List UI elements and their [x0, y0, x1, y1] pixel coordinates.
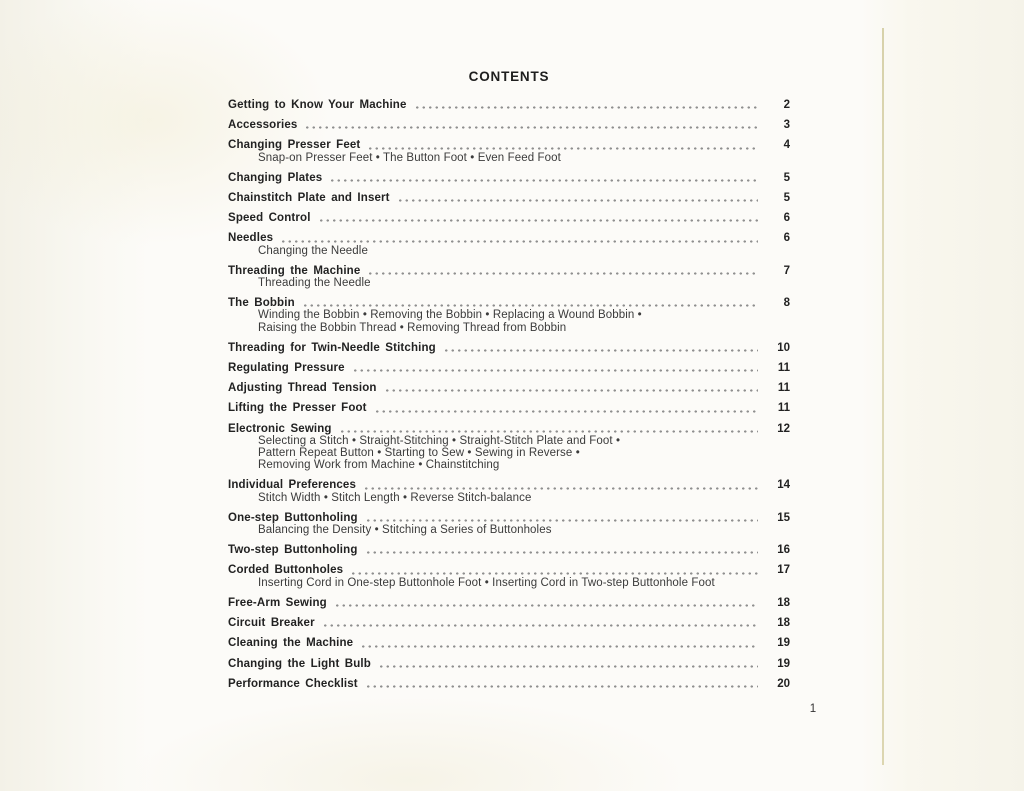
- toc-entry: [228, 512, 790, 536]
- toc-entry-page: 18: [777, 596, 790, 609]
- toc-entry: [228, 265, 790, 289]
- dot-leader: [318, 219, 758, 222]
- toc-entry: [228, 192, 790, 204]
- toc-entry-row: [228, 544, 790, 556]
- toc-entry-label: Free-Arm Sewing: [228, 596, 327, 609]
- dot-leader: [352, 369, 758, 372]
- dot-leader: [339, 430, 758, 433]
- toc-entry-page: 7: [783, 264, 790, 277]
- toc-entry: [228, 99, 790, 111]
- toc-entry: [228, 119, 790, 131]
- toc-entry-page: 11: [777, 402, 790, 415]
- toc-entry: [228, 479, 790, 503]
- toc-entry-label: Threading the Machine: [228, 264, 361, 277]
- toc-entry: [228, 637, 790, 649]
- toc-entry-page: 18: [777, 617, 790, 630]
- dot-leader: [334, 604, 758, 607]
- toc-entry: [228, 362, 790, 374]
- toc-entry-page: 6: [783, 232, 790, 245]
- dot-leader: [302, 304, 758, 307]
- toc-entry-page: 16: [777, 544, 790, 557]
- toc-entry-page: 3: [783, 119, 790, 132]
- toc-entry: [228, 423, 790, 472]
- toc-entry: [228, 678, 790, 690]
- toc-entry-page: 2: [783, 99, 790, 111]
- toc-entry-row: [228, 512, 790, 524]
- toc-entry-page: 11: [777, 362, 790, 375]
- dot-leader: [378, 665, 758, 668]
- toc-entry: [228, 139, 790, 163]
- toc-entry-label: Performance Checklist: [228, 677, 358, 690]
- toc-entry-row: [228, 637, 790, 649]
- dot-leader: [397, 199, 758, 202]
- toc-entry-page: 11: [777, 382, 790, 395]
- page-title: CONTENTS: [468, 69, 550, 84]
- toc-entry-row: [228, 564, 790, 576]
- folio-page-number: 1: [809, 703, 817, 715]
- toc-entry-label: Getting to Know Your Machine: [228, 99, 407, 111]
- toc-list: [228, 99, 790, 698]
- toc-entry-row: [228, 402, 790, 414]
- dot-leader: [443, 349, 758, 352]
- toc-entry-subitems: Raising the Bobbin Thread • Removing Thread from Bobbin: [258, 321, 567, 334]
- toc-entry-row: [228, 597, 790, 609]
- toc-entry-label: Speed Control: [228, 212, 311, 225]
- toc-entry-page: 14: [777, 479, 790, 492]
- toc-entry-row: [228, 265, 790, 277]
- toc-entry: [228, 232, 790, 256]
- dot-leader: [367, 147, 758, 150]
- toc-entry-page: 8: [783, 297, 790, 310]
- toc-entry-page: 20: [777, 677, 790, 690]
- toc-entry-label: Changing the Light Bulb: [228, 657, 371, 670]
- toc-entry-label: Changing Presser Feet: [228, 139, 361, 152]
- dot-leader: [374, 410, 758, 413]
- dot-leader: [363, 487, 758, 490]
- toc-entry-row: [228, 297, 790, 309]
- toc-entry-subitems: Threading the Needle: [258, 277, 371, 290]
- toc-entry-row: [228, 423, 790, 435]
- toc-entry-row: [228, 212, 790, 224]
- toc-entry-subitems: Balancing the Density • Stitching a Series of Buttonholes: [258, 524, 552, 537]
- toc-entry-label: One-step Buttonholing: [228, 511, 358, 524]
- toc-entry-label: Threading for Twin-Needle Stitching: [228, 341, 436, 354]
- toc-entry-page: 17: [777, 564, 790, 577]
- dot-leader: [360, 645, 758, 648]
- toc-entry-page: 10: [777, 341, 790, 354]
- toc-entry-page: 15: [777, 511, 790, 524]
- toc-entry-subitems: Changing the Needle: [258, 244, 368, 257]
- toc-entry-page: 5: [783, 192, 790, 205]
- dot-leader: [384, 389, 758, 392]
- dot-leader: [304, 126, 758, 129]
- toc-entry-subitems: Stitch Width • Stitch Length • Reverse Stitch-balance: [258, 491, 532, 504]
- dot-leader: [367, 272, 758, 275]
- toc-entry-label: Needles: [228, 232, 274, 245]
- toc-entry: [228, 402, 790, 414]
- toc-entry: [228, 172, 790, 184]
- dot-leader: [329, 179, 758, 182]
- toc-entry-subitems: Snap-on Presser Feet • The Button Foot • Even Feed Foot: [258, 151, 561, 164]
- toc-entry-row: [228, 192, 790, 204]
- dot-leader: [365, 551, 759, 554]
- toc-entry: [228, 564, 790, 588]
- toc-entry-label: Electronic Sewing: [228, 422, 332, 435]
- toc-entry-label: Two-step Buttonholing: [228, 544, 358, 557]
- dot-leader: [322, 624, 758, 627]
- toc-entry: [228, 597, 790, 609]
- toc-entry-row: [228, 139, 790, 151]
- dot-leader: [365, 519, 758, 522]
- toc-entry: [228, 212, 790, 224]
- toc-entry: [228, 617, 790, 629]
- toc-entry: [228, 658, 790, 670]
- toc-entry-row: [228, 362, 790, 374]
- toc-entry-label: Individual Preferences: [228, 479, 357, 492]
- toc-entry-page: 12: [777, 422, 790, 435]
- toc-entry-row: [228, 99, 790, 111]
- toc-entry: [228, 297, 790, 334]
- toc-entry-row: [228, 172, 790, 184]
- toc-entry-row: [228, 617, 790, 629]
- dot-leader: [350, 572, 758, 575]
- toc-entry-row: [228, 678, 790, 690]
- toc-entry-label: The Bobbin: [228, 297, 295, 310]
- toc-entry-label: Adjusting Thread Tension: [228, 382, 377, 395]
- dot-leader: [365, 685, 758, 688]
- toc-entry-page: 19: [777, 637, 790, 650]
- toc-entry-label: Corded Buttonholes: [228, 564, 344, 577]
- toc-entry-label: Lifting the Presser Foot: [228, 402, 367, 415]
- toc-entry-page: 6: [783, 212, 790, 225]
- dot-leader: [280, 240, 758, 243]
- toc-entry-label: Regulating Pressure: [228, 362, 345, 375]
- toc-entry: [228, 544, 790, 556]
- toc-entry-subitems: Inserting Cord in One-step Buttonhole Foot • Inserting Cord in Two-step Buttonhole Foot: [258, 576, 715, 589]
- toc-entry-subitems: Removing Work from Machine • Chainstitching: [258, 459, 500, 472]
- dot-leader: [414, 106, 758, 109]
- page-edge-line: [882, 28, 884, 765]
- toc-entry-label: Accessories: [228, 119, 298, 132]
- toc-entry: [228, 342, 790, 354]
- toc-entry: [228, 382, 790, 394]
- toc-entry-page: 19: [777, 657, 790, 670]
- toc-entry-row: [228, 658, 790, 670]
- toc-entry-page: 5: [783, 171, 790, 184]
- toc-entry-subitems: Selecting a Stitch • Straight-Stitching • Straight-Stitch Plate and Foot •: [258, 434, 621, 447]
- toc-entry-subitems: Winding the Bobbin • Removing the Bobbin • Replacing a Wound Bobbin •: [258, 309, 642, 322]
- toc-entry-label: Cleaning the Machine: [228, 637, 354, 650]
- toc-entry-label: Chainstitch Plate and Insert: [228, 192, 390, 205]
- toc-entry-label: Changing Plates: [228, 171, 323, 184]
- toc-entry-subitems: Pattern Repeat Button • Starting to Sew • Sewing in Reverse •: [258, 447, 580, 460]
- toc-entry-label: Circuit Breaker: [228, 617, 315, 630]
- toc-entry-row: [228, 232, 790, 244]
- toc-entry-row: [228, 382, 790, 394]
- toc-entry-row: [228, 342, 790, 354]
- toc-entry-page: 4: [783, 139, 790, 152]
- toc-entry-row: [228, 479, 790, 491]
- toc-entry-row: [228, 119, 790, 131]
